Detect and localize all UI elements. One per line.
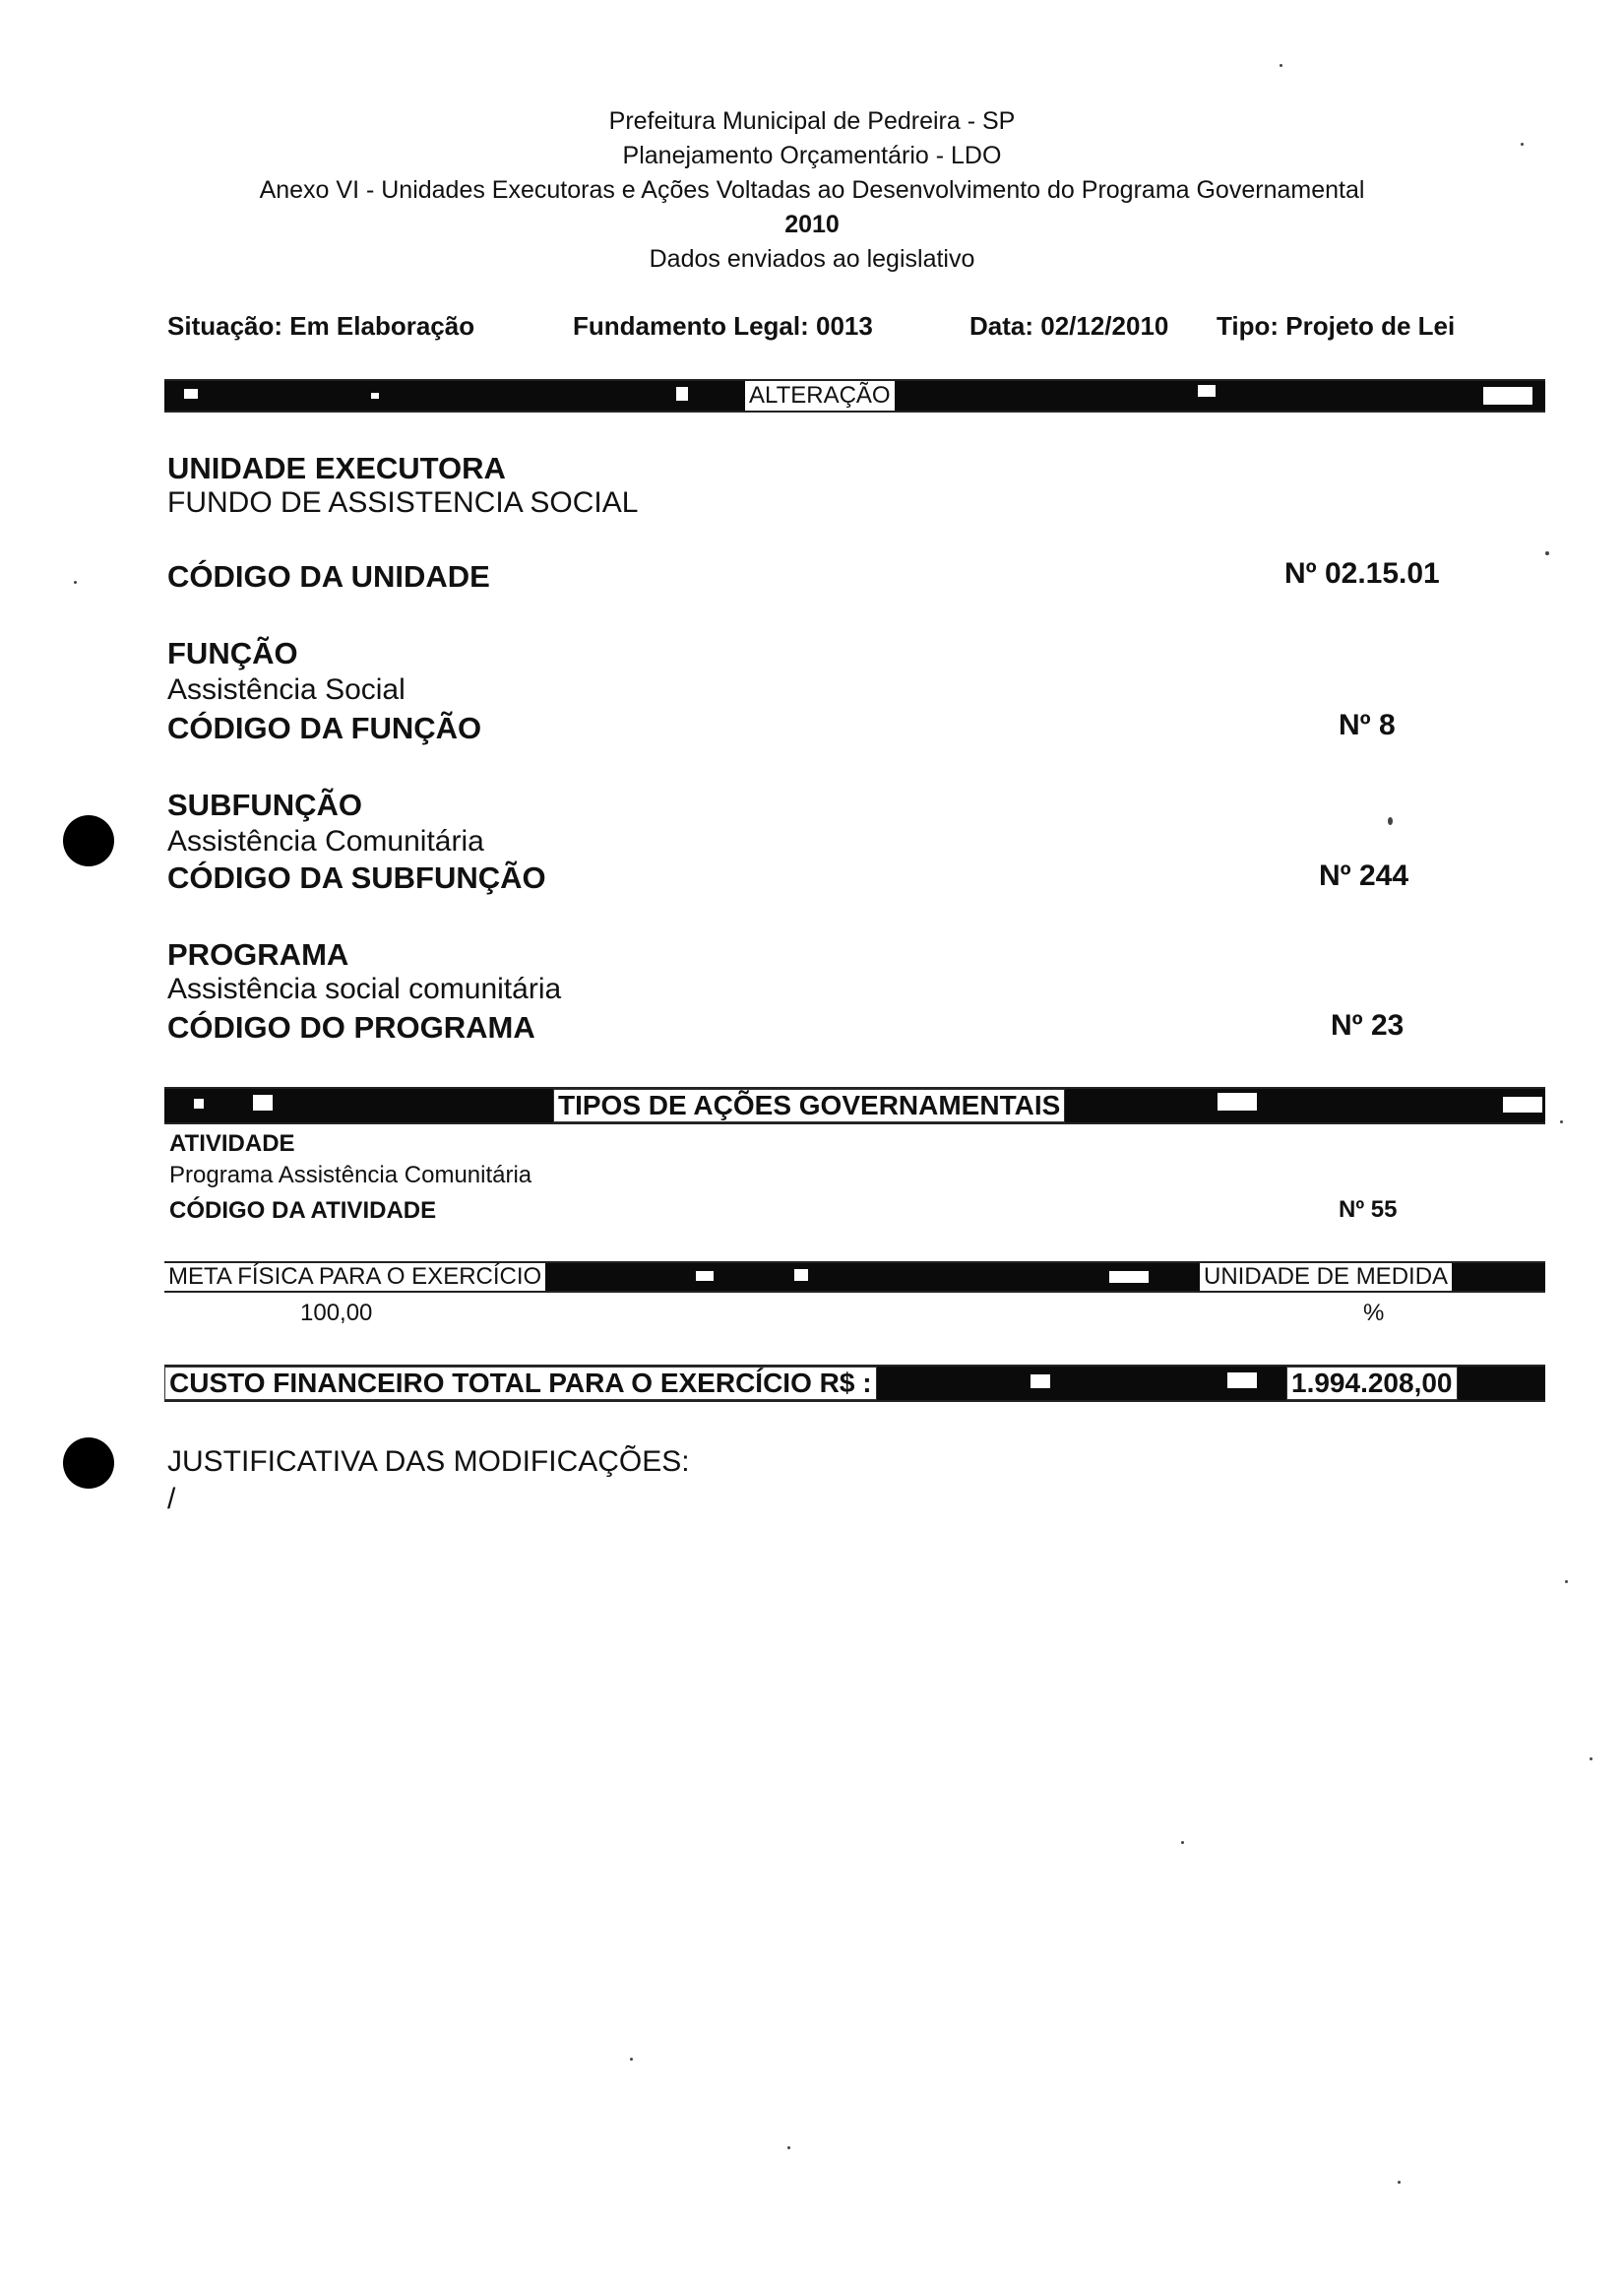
custo-financeiro-bar: [164, 1365, 1545, 1402]
header-year: 2010: [784, 211, 840, 238]
punch-hole: [63, 815, 114, 866]
codigo-atividade-label: CÓDIGO DA ATIVIDADE: [169, 1197, 437, 1224]
header-planning: Planejamento Orçamentário - LDO: [622, 142, 1002, 169]
justificativa-title: JUSTIFICATIVA DAS MODIFICAÇÕES:: [167, 1445, 690, 1478]
meta-data: Data: 02/12/2010: [969, 311, 1169, 341]
codigo-programa-label: CÓDIGO DO PROGRAMA: [167, 1010, 535, 1045]
atividade-value: Programa Assistência Comunitária: [169, 1162, 532, 1188]
codigo-unidade-label: CÓDIGO DA UNIDADE: [167, 559, 490, 594]
scan-speck: [1565, 1580, 1568, 1583]
tipos-acoes-bar: [164, 1087, 1545, 1124]
scan-speck: [1545, 551, 1549, 555]
codigo-programa-value: Nº 23: [1331, 1009, 1405, 1042]
scan-speck: [1590, 1757, 1593, 1760]
alteracao-label: ALTERAÇÃO: [745, 381, 895, 411]
scan-speck: [1521, 143, 1524, 146]
unidade-value: FUNDO DE ASSISTENCIA SOCIAL: [167, 486, 639, 519]
scan-speck: [1388, 817, 1393, 825]
scan-speck: [74, 581, 77, 584]
header-annex-title: Anexo VI - Unidades Executoras e Ações Voltadas ao Desenvolvimento do Programa Governamental: [259, 176, 1365, 204]
custo-financeiro-label: CUSTO FINANCEIRO TOTAL PARA O EXERCÍCIO R$ :: [164, 1367, 877, 1400]
header-note: Dados enviados ao legislativo: [649, 245, 975, 273]
meta-tipo: Tipo: Projeto de Lei: [1217, 311, 1456, 341]
scan-speck: [1560, 1120, 1563, 1123]
codigo-atividade-value: Nº 55: [1339, 1196, 1398, 1223]
programa-value: Assistência social comunitária: [167, 973, 562, 1005]
scan-speck: [787, 2146, 790, 2149]
codigo-subfuncao-label: CÓDIGO DA SUBFUNÇÃO: [167, 860, 546, 895]
header-municipality: Prefeitura Municipal de Pedreira - SP: [608, 107, 1016, 135]
scan-speck: [1280, 64, 1282, 67]
scan-speck: [1181, 1841, 1184, 1844]
codigo-funcao-value: Nº 8: [1339, 709, 1396, 741]
meta-fisica-label: META FÍSICA PARA O EXERCÍCIO: [164, 1262, 545, 1292]
punch-hole: [63, 1437, 114, 1489]
atividade-title: ATIVIDADE: [169, 1130, 295, 1157]
custo-financeiro-value: 1.994.208,00: [1286, 1367, 1458, 1400]
justificativa-value: /: [167, 1483, 176, 1515]
funcao-title: FUNÇÃO: [167, 636, 298, 670]
scan-speck: [630, 2058, 633, 2061]
codigo-funcao-label: CÓDIGO DA FUNÇÃO: [167, 711, 482, 745]
document-header: [0, 104, 1624, 277]
unidade-medida-label: UNIDADE DE MEDIDA: [1200, 1262, 1452, 1292]
programa-title: PROGRAMA: [167, 937, 349, 972]
unidade-title: UNIDADE EXECUTORA: [167, 451, 506, 485]
tipos-acoes-label: TIPOS DE AÇÕES GOVERNAMENTAIS: [553, 1089, 1065, 1122]
codigo-unidade-value: Nº 02.15.01: [1284, 557, 1440, 590]
meta-fisica-bar: [164, 1261, 1545, 1293]
funcao-value: Assistência Social: [167, 673, 406, 706]
meta-fundamento: Fundamento Legal: 0013: [573, 311, 873, 341]
subfuncao-value: Assistência Comunitária: [167, 825, 484, 858]
unidade-medida-value: %: [1363, 1300, 1385, 1326]
alteracao-bar: [164, 379, 1545, 413]
scan-speck: [1398, 2181, 1401, 2184]
meta-fisica-value: 100,00: [300, 1300, 373, 1326]
codigo-subfuncao-value: Nº 244: [1319, 860, 1409, 892]
meta-situacao: Situação: Em Elaboração: [167, 311, 475, 341]
subfuncao-title: SUBFUNÇÃO: [167, 788, 363, 822]
